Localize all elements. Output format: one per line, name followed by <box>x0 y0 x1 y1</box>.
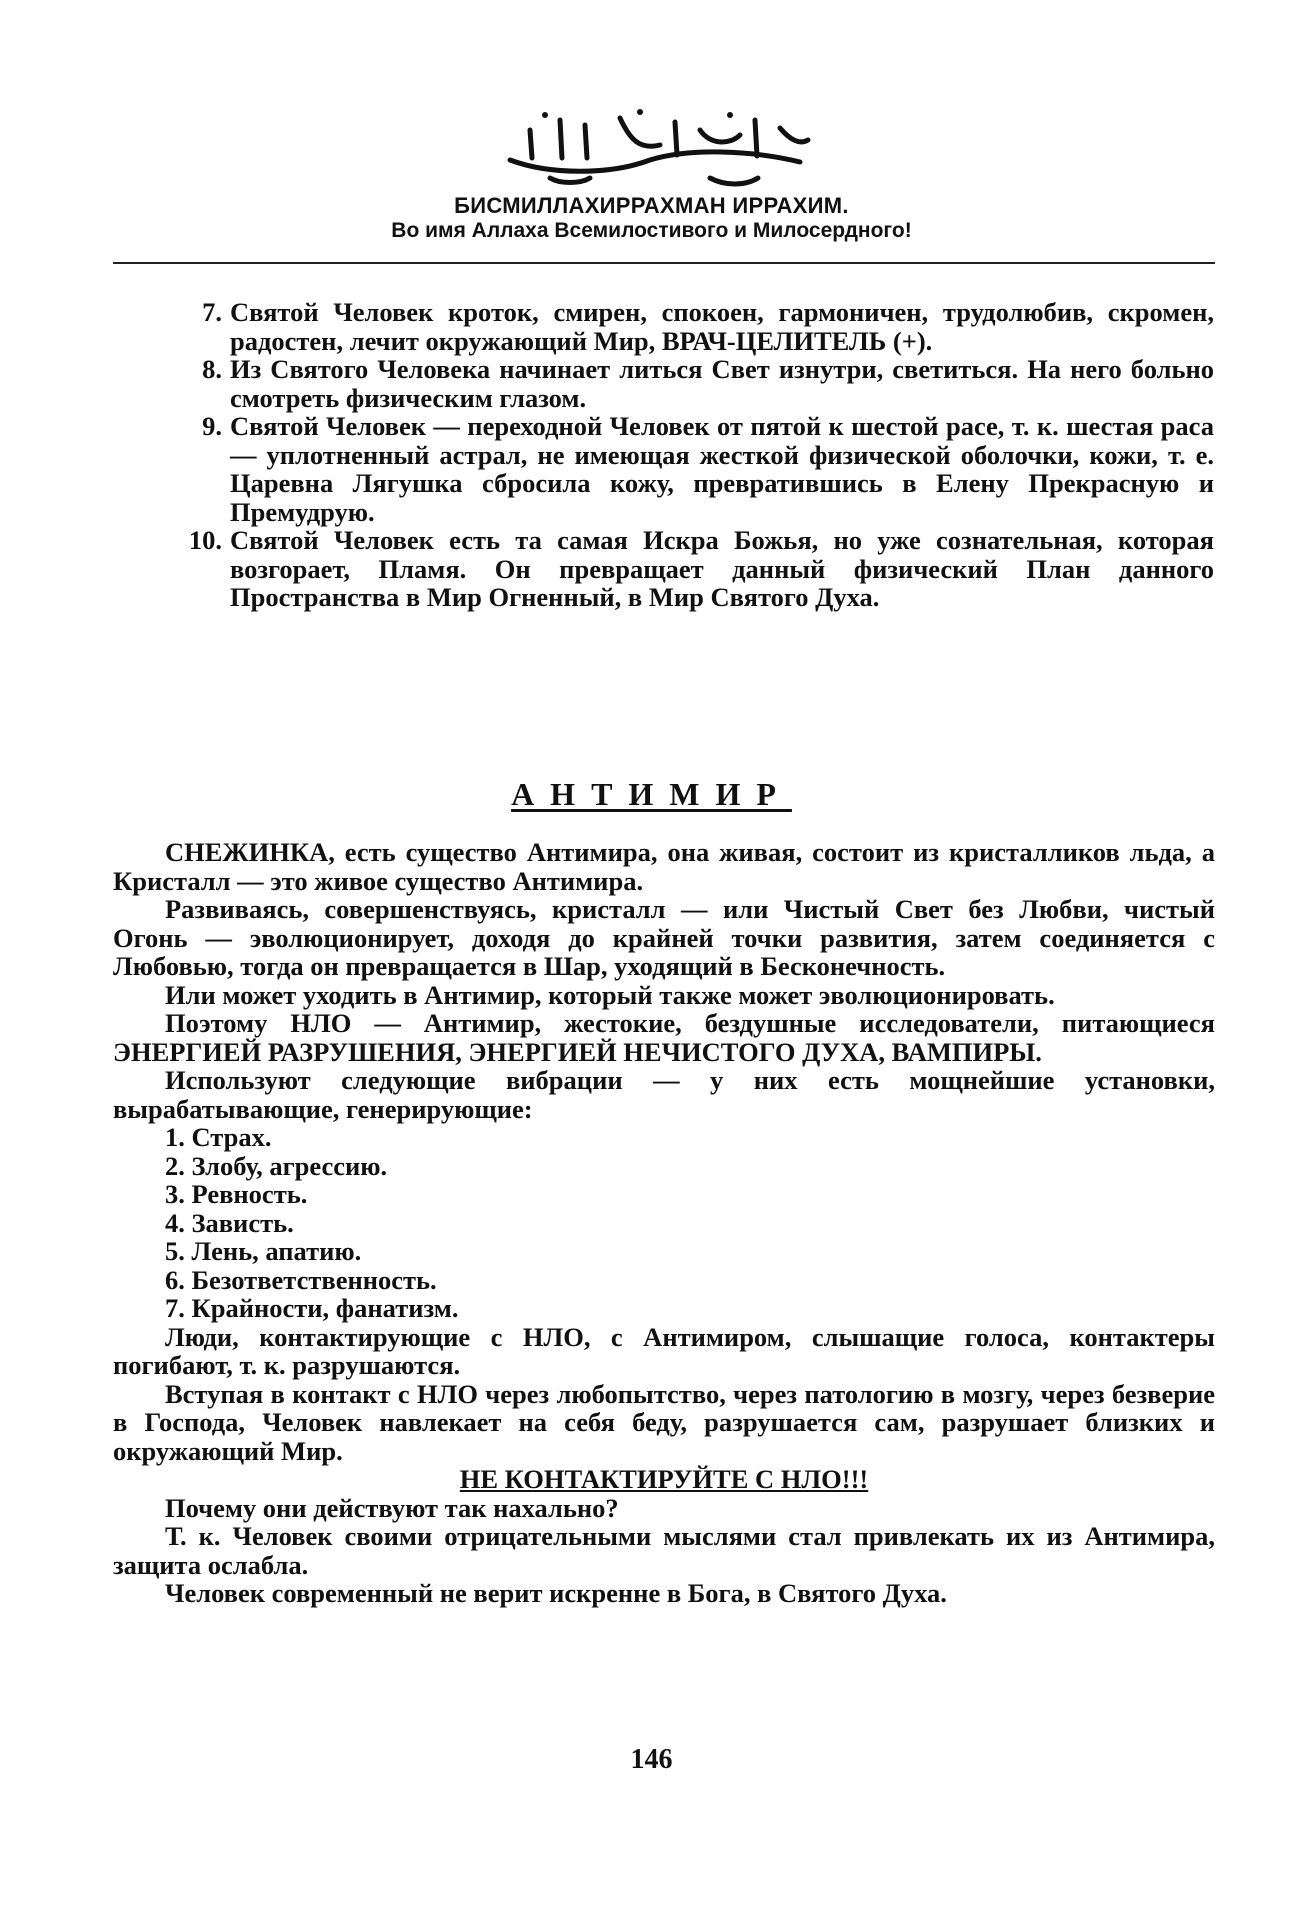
list-item: 5. Лень, апатию. <box>165 1236 362 1266</box>
paragraph: Люди, контактирующие с НЛО, с Антимиром, слышащие голоса, контактеры погибают, т. к. разрушаются. <box>113 1321 1215 1380</box>
list-item <box>178 526 1214 612</box>
list-item: 6. Безответственность. <box>165 1264 437 1295</box>
list-item <box>178 298 1214 355</box>
header-translation: Во имя Аллаха Всемилостивого и Милосердного! <box>391 219 912 242</box>
paragraph: Поэтому НЛО — Антимир, жестокие, бездушные исследователи, питающиеся ЭНЕРГИЕЙ РАЗРУШЕНИЯ, ЭНЕРГИЕЙ НЕЧИСТОГО ДУХА, ВАМПИРЫ. <box>113 1008 1215 1067</box>
list-item <box>178 355 1214 412</box>
paragraph: Вступая в контакт с НЛО через любопытство, через патологию в мозгу, через безверие в Господа, Человек навлекает на себя беду, разрушается сам, разрушает близких и окружающий Мир. <box>113 1378 1215 1466</box>
item-number: 10. <box>188 525 222 555</box>
item-number: 7. <box>202 297 222 327</box>
paragraph: Т. к. Человек своими отрицательными мыслями стал привлекать их из Антимира, защита ослабла. <box>113 1521 1215 1580</box>
list-item: 2. Злобу, агрессию. <box>165 1150 388 1181</box>
item-text: Святой Человек кроток, смирен, спокоен, гармоничен, трудолюбив, скромен, радостен, лечит окружающий Мир, ВРАЧ-ЦЕЛИТЕЛЬ (+). <box>230 297 1214 356</box>
list-item: 7. Крайности, фанатизм. <box>165 1293 459 1323</box>
header-divider <box>113 262 1215 264</box>
list-item: 3. Ревность. <box>165 1179 308 1209</box>
item-text: Святой Человек есть та самая Искра Божья, но уже сознательная, которая возгорает, Пламя. Он превращает данный физический План данного Пространства в Мир Огненный, в Мир Святого Духа. <box>230 525 1214 612</box>
paragraph: Или может уходить в Антимир, который также может эволюционировать. <box>165 979 1055 1010</box>
numbered-list <box>178 298 1214 612</box>
header-bismillah: БИСМИЛЛАХИРРАХМАН ИРРАХИМ. <box>454 193 849 218</box>
paragraph: Используют следующие вибрации — у них есть мощнейшие установки, вырабатывающие, генерирующие: <box>113 1065 1215 1124</box>
item-number: 8. <box>202 354 222 384</box>
item-text: Из Святого Человека начинает литься Свет изнутри, светиться. На него больно смотреть физическим глазом. <box>230 354 1214 413</box>
page-number: 146 <box>630 1744 673 1775</box>
warning-heading: НЕ КОНТАКТИРУЙТЕ С НЛО!!! <box>459 1464 869 1494</box>
bismillah-calligraphy-icon <box>490 100 820 190</box>
paragraph: СНЕЖИНКА, есть существо Антимира, она живая, состоит из кристалликов льда, а Кристалл — это живое существо Антимира. <box>113 837 1215 896</box>
paragraph: Человек современный не верит искренне в Бога, в Святого Духа. <box>165 1578 947 1608</box>
paragraph: Почему они действуют так нахально? <box>165 1492 619 1523</box>
list-item: 1. Страх. <box>165 1122 272 1152</box>
list-item: 4. Зависть. <box>165 1207 294 1238</box>
section-title: АНТИМИР <box>511 776 792 812</box>
list-item <box>178 412 1214 526</box>
item-number: 9. <box>202 411 222 441</box>
vibrations-list <box>113 1123 1215 1323</box>
item-text: Святой Человек — переходной Человек от пятой к шестой расе, т. к. шестая раса — уплотненный астрал, не имеющая жесткой физической оболочки, кожи, т. е. Царевна Лягушка сбросила кожу, превратившись в Елену Прекрасную и Премудрую. <box>230 411 1214 527</box>
body-text <box>113 838 1215 1608</box>
paragraph: Развиваясь, совершенствуясь, кристалл — или Чистый Свет без Любви, чистый Огонь — эволюционирует, доходя до крайней точки развития, затем соединяется с Любовью, тогда он превращается в Шар, уходящий в Бесконечность. <box>113 894 1215 981</box>
